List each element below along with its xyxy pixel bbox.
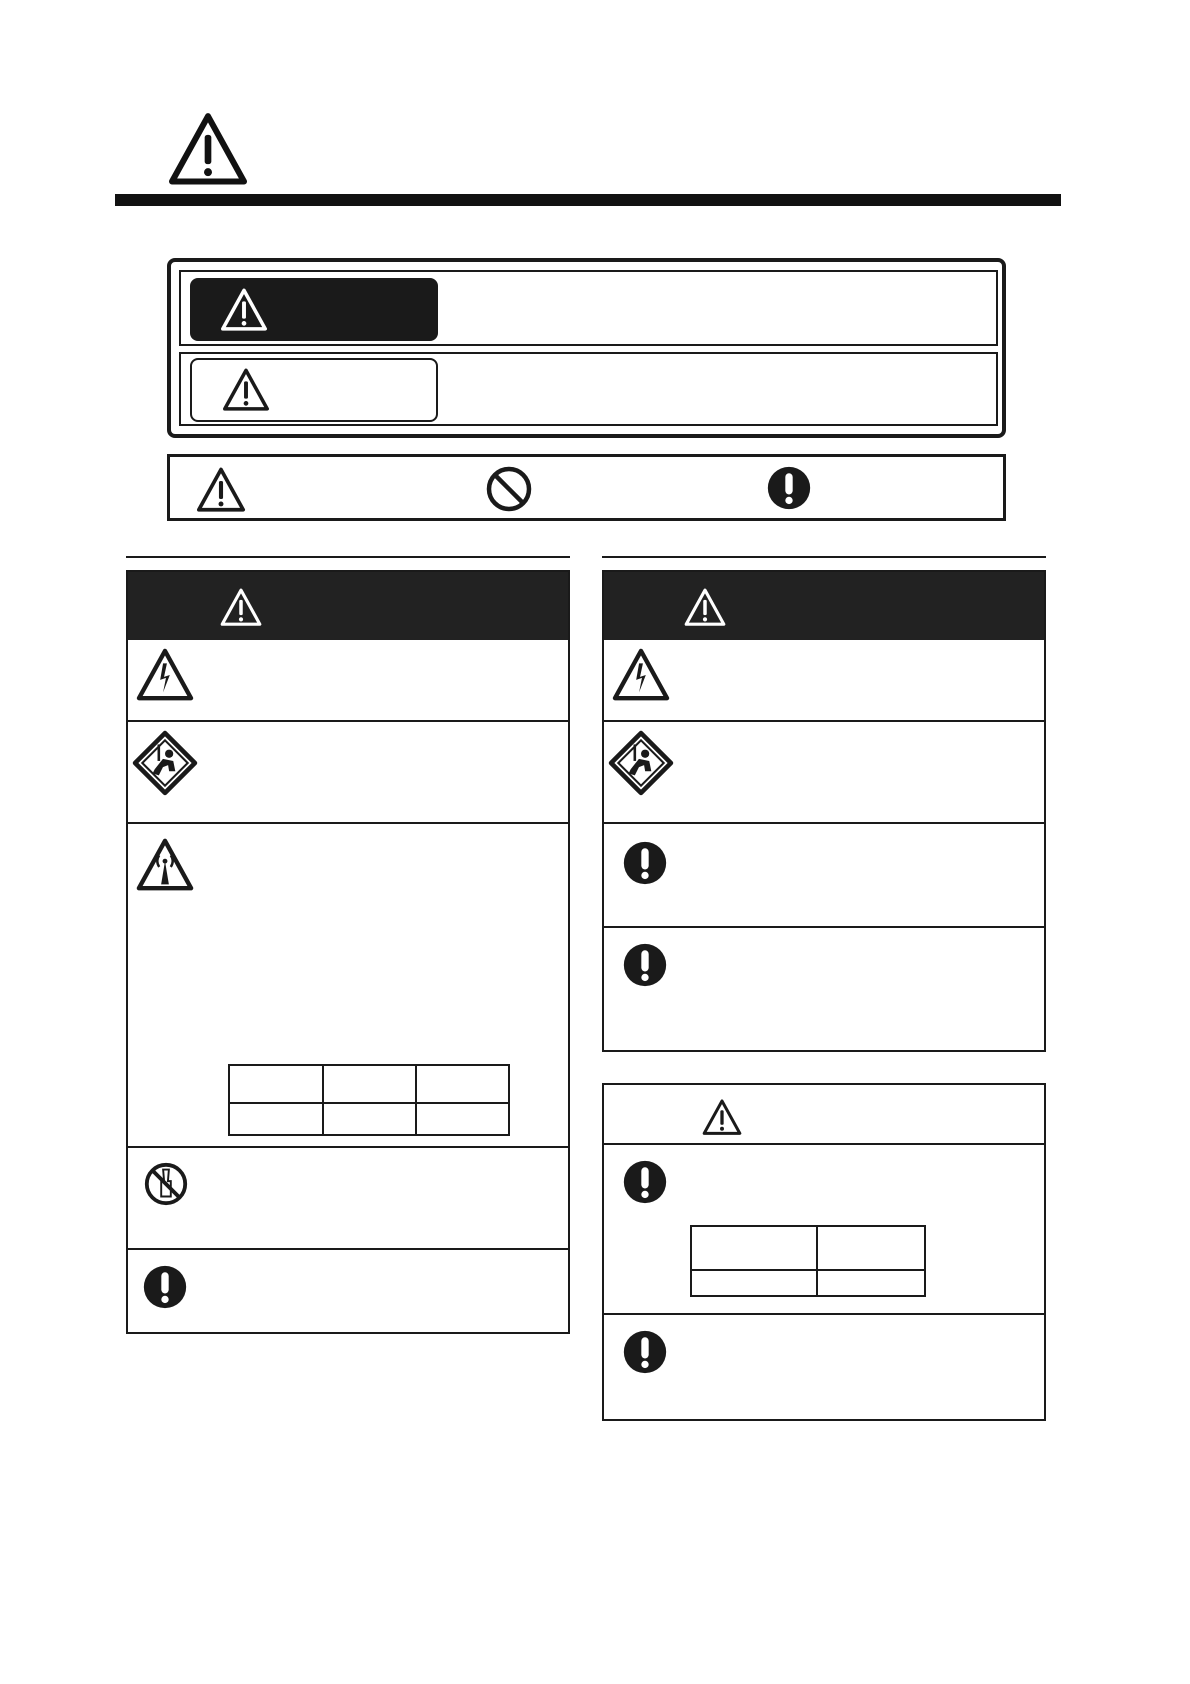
prohibition-icon <box>484 464 534 514</box>
signal-row-warning <box>179 270 998 346</box>
panel-header <box>604 1085 1044 1145</box>
radio-wave-hazard-icon <box>136 836 194 894</box>
hazard-item-mandatory-2 <box>604 928 1044 1050</box>
caution-item-mandatory-2 <box>604 1315 1044 1419</box>
caution-item-mandatory-1 <box>604 1145 1044 1315</box>
radio-distance-table <box>228 1064 510 1136</box>
hazard-item-radio <box>128 824 568 1148</box>
hazard-item-electric <box>128 640 568 722</box>
warning-triangle-icon <box>220 588 262 627</box>
page-header <box>0 0 1190 210</box>
signal-label-filled <box>190 278 438 341</box>
panel-header <box>128 572 568 640</box>
mandatory-action-icon <box>622 942 668 988</box>
fall-hazard-icon <box>608 730 674 796</box>
right-warning-panel <box>602 570 1046 1052</box>
fall-hazard-icon <box>132 730 198 796</box>
electric-shock-icon <box>136 648 194 702</box>
mandatory-action-icon <box>622 1329 668 1375</box>
warning-triangle-icon <box>196 467 246 513</box>
hazard-item-mandatory-1 <box>604 824 1044 928</box>
no-disassembly-icon <box>142 1160 190 1208</box>
header-rule <box>115 194 1061 206</box>
hazard-item-electric <box>604 640 1044 722</box>
mandatory-action-icon <box>142 1264 188 1310</box>
mandatory-action-icon <box>622 840 668 886</box>
caution-table <box>690 1225 926 1297</box>
signal-row-caution <box>179 352 998 426</box>
warning-triangle-icon <box>220 288 268 332</box>
left-column-rule <box>126 556 570 558</box>
hazard-item-no-disassembly <box>128 1148 568 1250</box>
warning-triangle-icon <box>684 588 726 627</box>
left-warning-panel <box>126 570 570 1334</box>
hazard-item-fall <box>128 722 568 824</box>
right-column-rule <box>602 556 1046 558</box>
hazard-item-fall <box>604 722 1044 824</box>
warning-triangle-icon <box>168 112 248 187</box>
mandatory-action-icon <box>622 1159 668 1205</box>
right-caution-panel <box>602 1083 1046 1421</box>
signal-word-box <box>167 258 1006 438</box>
warning-triangle-icon <box>702 1099 742 1136</box>
hazard-item-mandatory <box>128 1250 568 1332</box>
warning-triangle-icon <box>222 368 270 412</box>
symbol-legend-bar <box>167 454 1006 521</box>
panel-header <box>604 572 1044 640</box>
electric-shock-icon <box>612 648 670 702</box>
mandatory-action-icon <box>766 465 812 511</box>
signal-label-outlined <box>190 358 438 422</box>
